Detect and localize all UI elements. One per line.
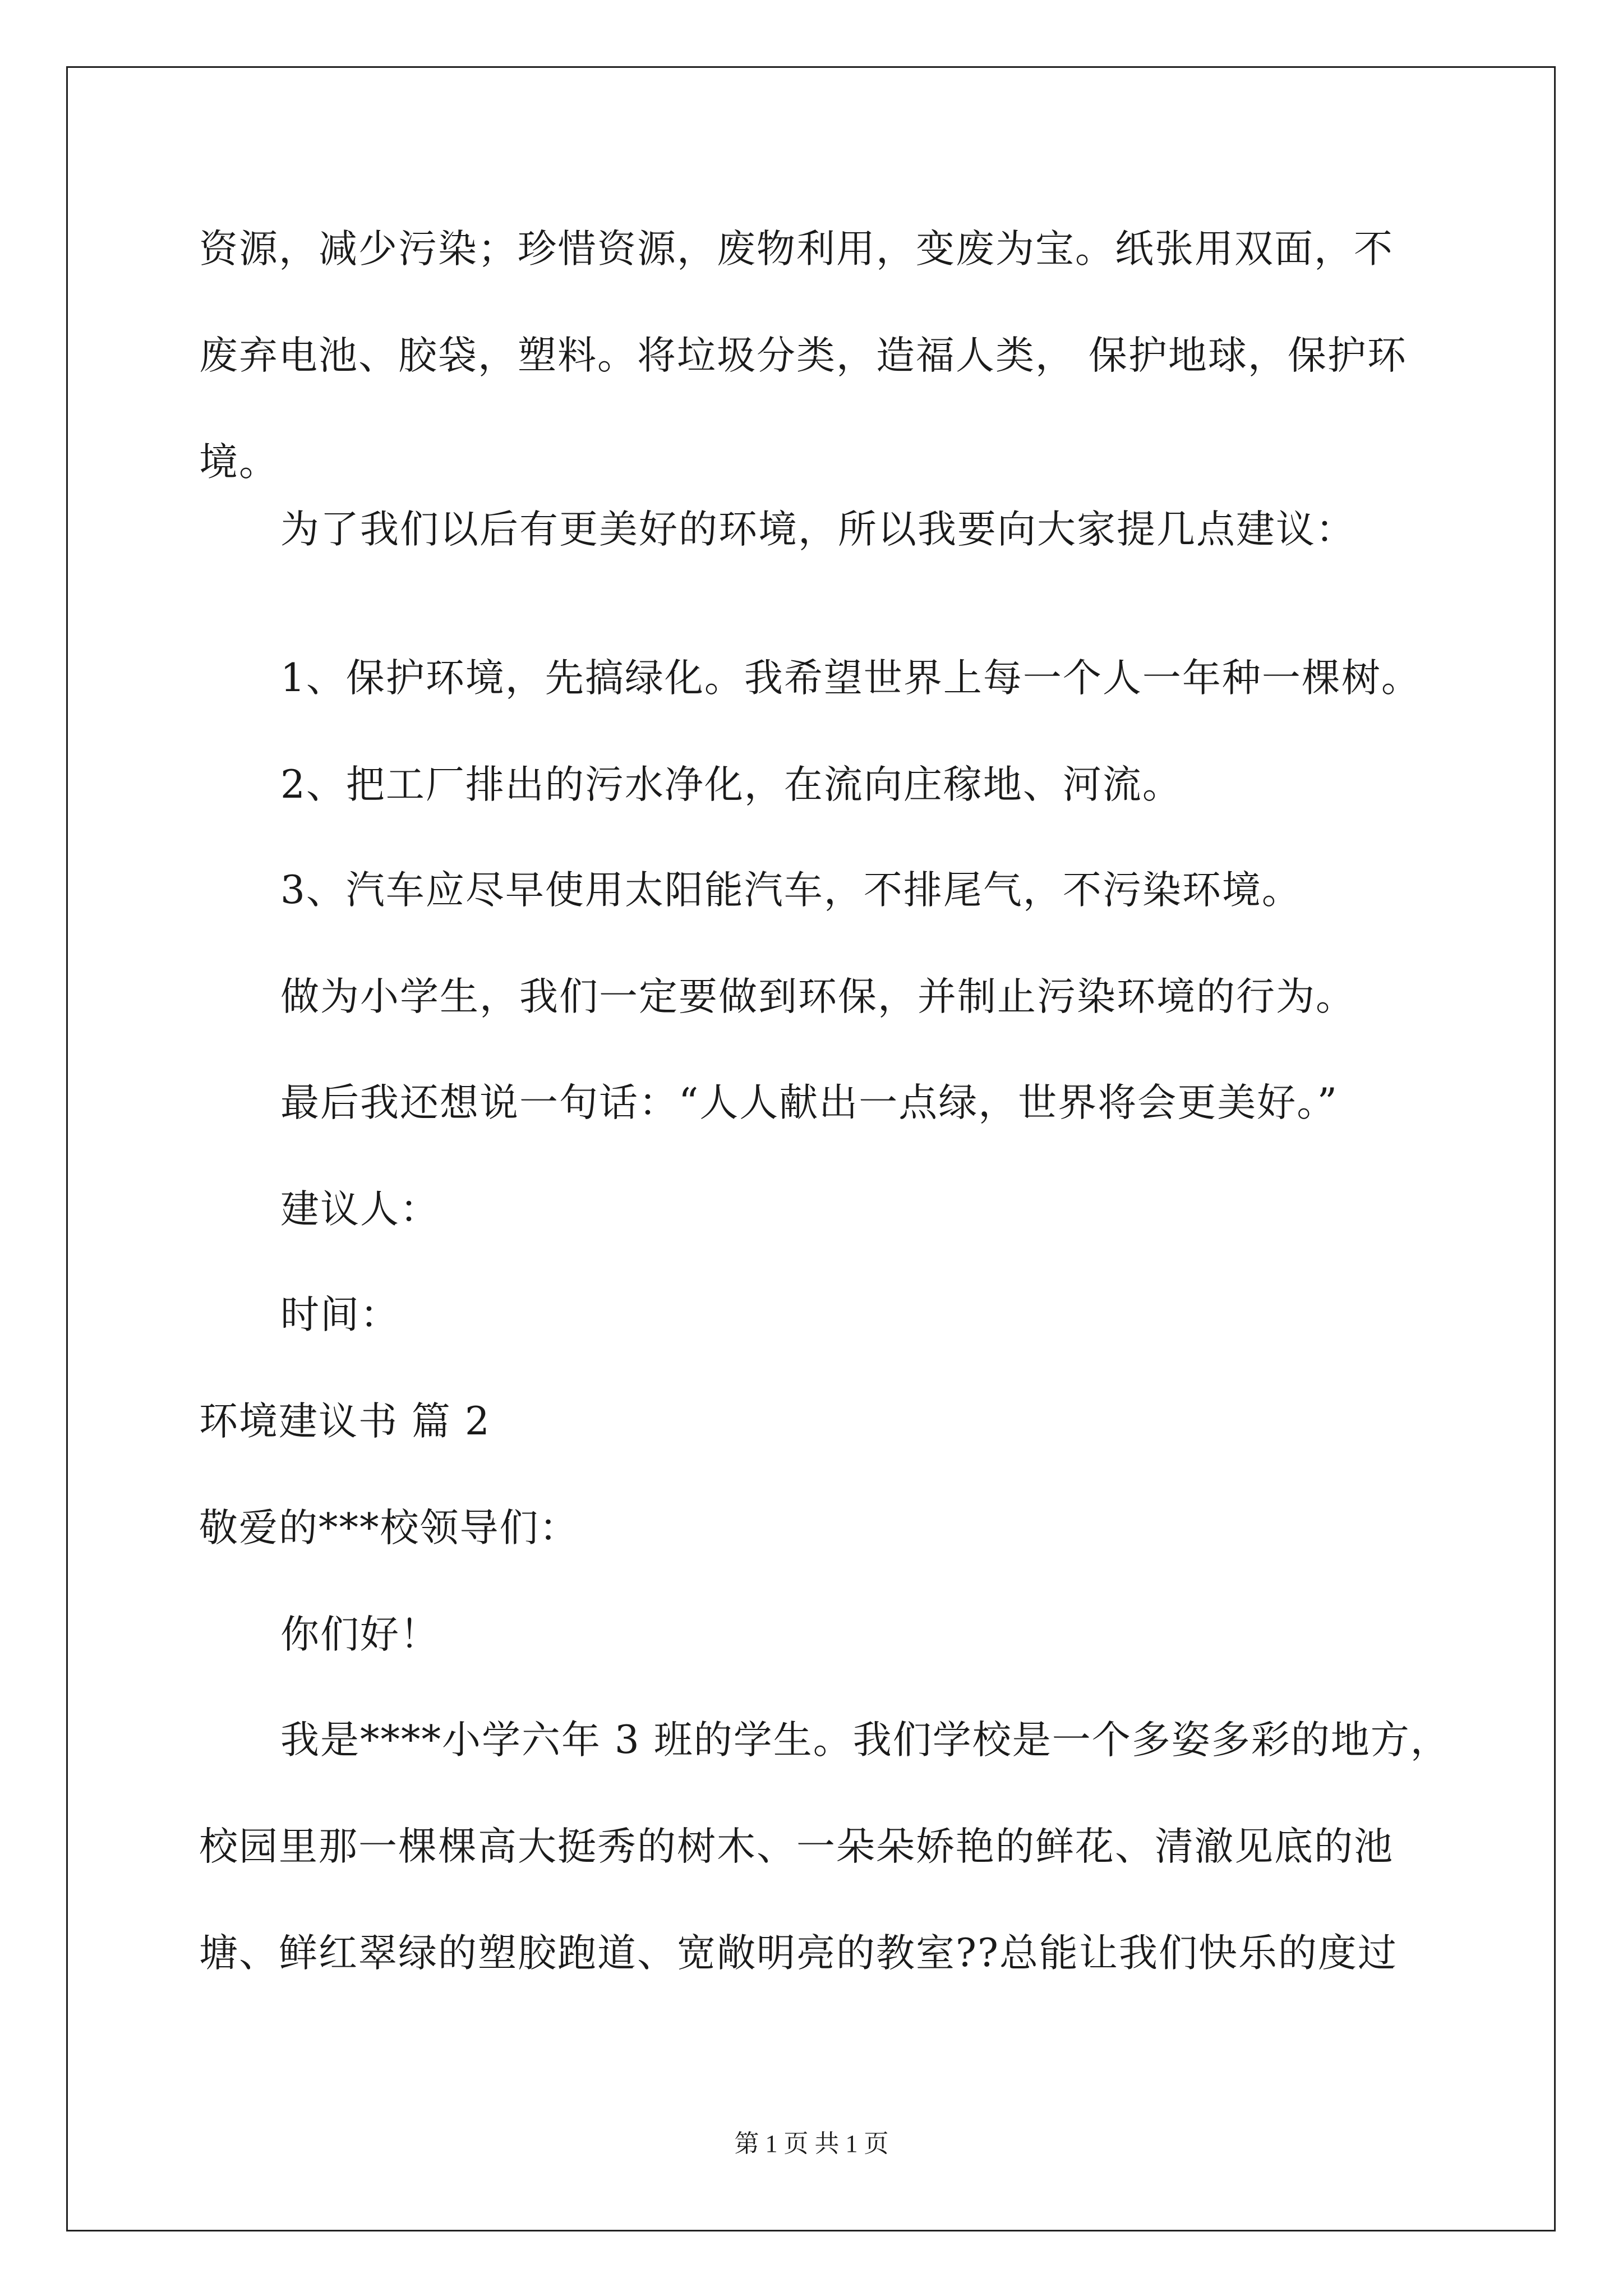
body-line-9: 最后我还想说一句话：“人人献出一点绿，世界将会更美好。” [280, 1080, 1339, 1125]
suggestion-1: 1、保护环境，先搞绿化。我希望世界上每一个人一年种一棵树。 [280, 656, 1421, 701]
body-line-1: 资源，减少污染；珍惜资源，废物利用，变废为宝。纸张用双面，不 [199, 227, 1394, 272]
body-line-2: 废弃电池、胶袋，塑料。将垃圾分类，造福人类， 保护地球，保护环 [199, 333, 1407, 378]
body-line-17: 塘、鲜红翠绿的塑胶跑道、宽敞明亮的教室??总能让我们快乐的度过 [199, 1931, 1398, 1976]
body-line-3: 境。 [199, 440, 279, 485]
suggestion-2: 2、把工厂排出的污水净化，在流向庄稼地、河流。 [280, 762, 1182, 807]
body-line-8: 做为小学生，我们一定要做到环保，并制止污染环境的行为。 [280, 974, 1355, 1019]
greeting: 你们好！ [280, 1612, 440, 1657]
date-label: 时间： [280, 1292, 400, 1337]
suggestion-3: 3、汽车应尽早使用太阳能汽车，不排尾气，不污染环境。 [280, 868, 1302, 913]
section-heading: 环境建议书 篇 2 [199, 1399, 491, 1444]
proposer-label: 建议人： [280, 1187, 440, 1232]
page-border [66, 66, 1556, 2231]
body-line-16: 校园里那一棵棵高大挺秀的树木、一朵朵娇艳的鲜花、清澈见底的池 [199, 1824, 1394, 1869]
page-number-footer: 第 1 页 共 1 页 [734, 2130, 889, 2157]
body-line-4: 为了我们以后有更美好的环境，所以我要向大家提几点建议： [280, 507, 1355, 552]
salutation: 敬爱的***校领导们： [199, 1506, 579, 1550]
body-line-15: 我是****小学六年 3 班的学生。我们学校是一个多姿多彩的地方， [280, 1718, 1450, 1763]
